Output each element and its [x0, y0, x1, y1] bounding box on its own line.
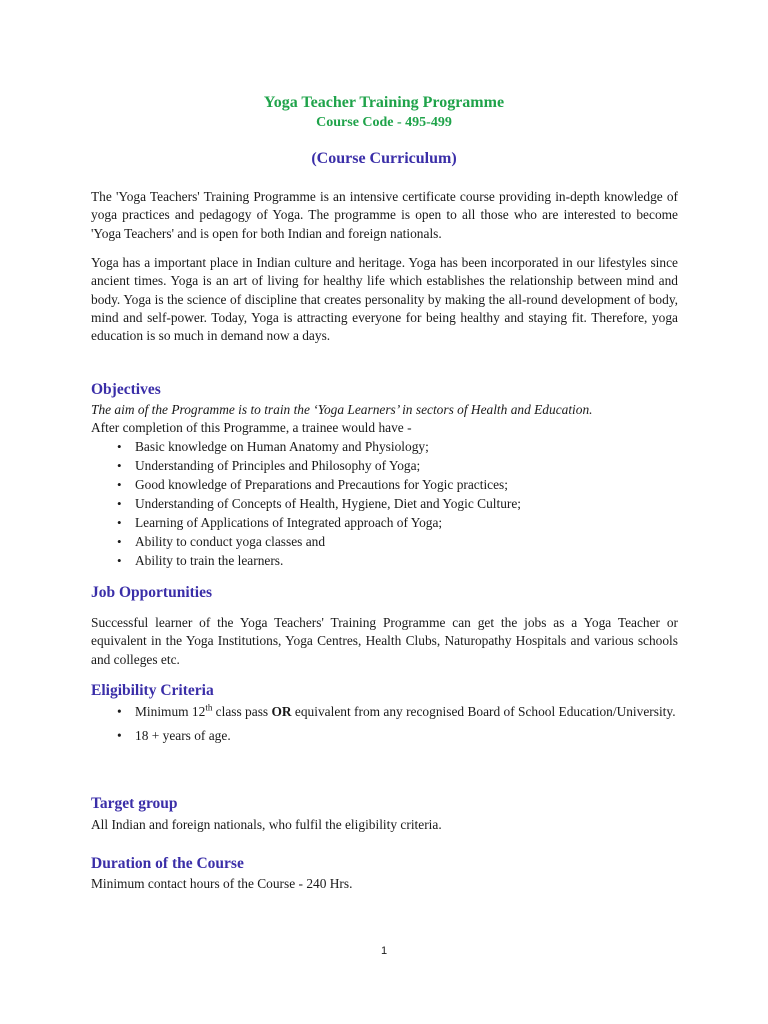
list-item: • 18 + years of age. — [117, 728, 231, 743]
objectives-list — [91, 437, 521, 570]
target-group-heading: Target group — [91, 795, 178, 812]
bullet-icon: • — [117, 553, 122, 568]
list-item: • Ability to conduct yoga classes and — [117, 534, 326, 549]
eligibility-heading: Eligibility Criteria — [91, 682, 214, 699]
eligibility-list — [91, 703, 678, 745]
list-item: • Basic knowledge on Human Anatomy and Physiology; — [117, 439, 429, 454]
duration-text: Minimum contact hours of the Course - 240 Hrs. — [91, 876, 353, 891]
document-title: Yoga Teacher Training Programme — [263, 94, 505, 111]
list-item: • Minimum 12th class pass OR equivalent from any recognised Board of School Education/University. — [117, 702, 676, 719]
objectives-heading: Objectives — [91, 381, 161, 398]
course-code: Course Code - 495-499 — [316, 115, 452, 130]
intro-paragraph-1: The 'Yoga Teachers' Training Programme is an intensive certificate course providing in-depth knowledge of yoga practices and pedagogy of Yoga. The programme is open to all those who are interested to become 'Yoga Teachers' and is open for both Indian and foreign nationals. — [91, 189, 678, 241]
objectives-lead: After completion of this Programme, a trainee would have - — [91, 420, 412, 435]
bullet-icon: • — [117, 439, 122, 454]
objectives-aim: The aim of the Programme is to train the ‘Yoga Learners’ in sectors of Health and Education. — [91, 402, 593, 417]
target-group-text: All Indian and foreign nationals, who fulfil the eligibility criteria. — [91, 817, 442, 832]
page-number: 1 — [380, 945, 388, 957]
curriculum-subtitle: (Course Curriculum) — [311, 150, 457, 167]
list-item: • Good knowledge of Preparations and Precautions for Yogic practices; — [117, 477, 508, 492]
bullet-icon: • — [117, 534, 122, 549]
job-opportunities-text: Successful learner of the Yoga Teachers' Training Programme can get the jobs as a Yoga Teacher or equivalent in the Yoga Institutions, Yoga Centres, Health Clubs, Naturopathy Hospitals and various schools and colleges etc. — [91, 615, 678, 667]
bullet-icon: • — [117, 515, 122, 530]
list-item: • Understanding of Concepts of Health, Hygiene, Diet and Yogic Culture; — [117, 496, 522, 511]
list-item: • Understanding of Principles and Philosophy of Yoga; — [117, 458, 421, 473]
bullet-icon: • — [117, 728, 122, 743]
list-item: • Ability to train the learners. — [117, 553, 284, 568]
duration-heading: Duration of the Course — [91, 855, 244, 872]
bullet-icon: • — [117, 496, 122, 511]
job-opportunities-heading: Job Opportunities — [91, 584, 213, 601]
bullet-icon: • — [117, 477, 122, 492]
intro-paragraph-2: Yoga has a important place in Indian culture and heritage. Yoga has been incorporated in our lifestyles since ancient times. Yoga is an art of living for healthy life which establishes the relationship between mind and body. Yoga is the science of discipline that creates personality by making the all-round development of body, mind and self-power. Today, Yoga is attracting everyone for being healthy and staying fit. Therefore, yoga education is so much in demand now a days. — [91, 255, 678, 344]
bullet-icon: • — [117, 458, 122, 473]
list-item: • Learning of Applications of Integrated approach of Yoga; — [117, 515, 443, 530]
bullet-icon: • — [117, 704, 122, 719]
